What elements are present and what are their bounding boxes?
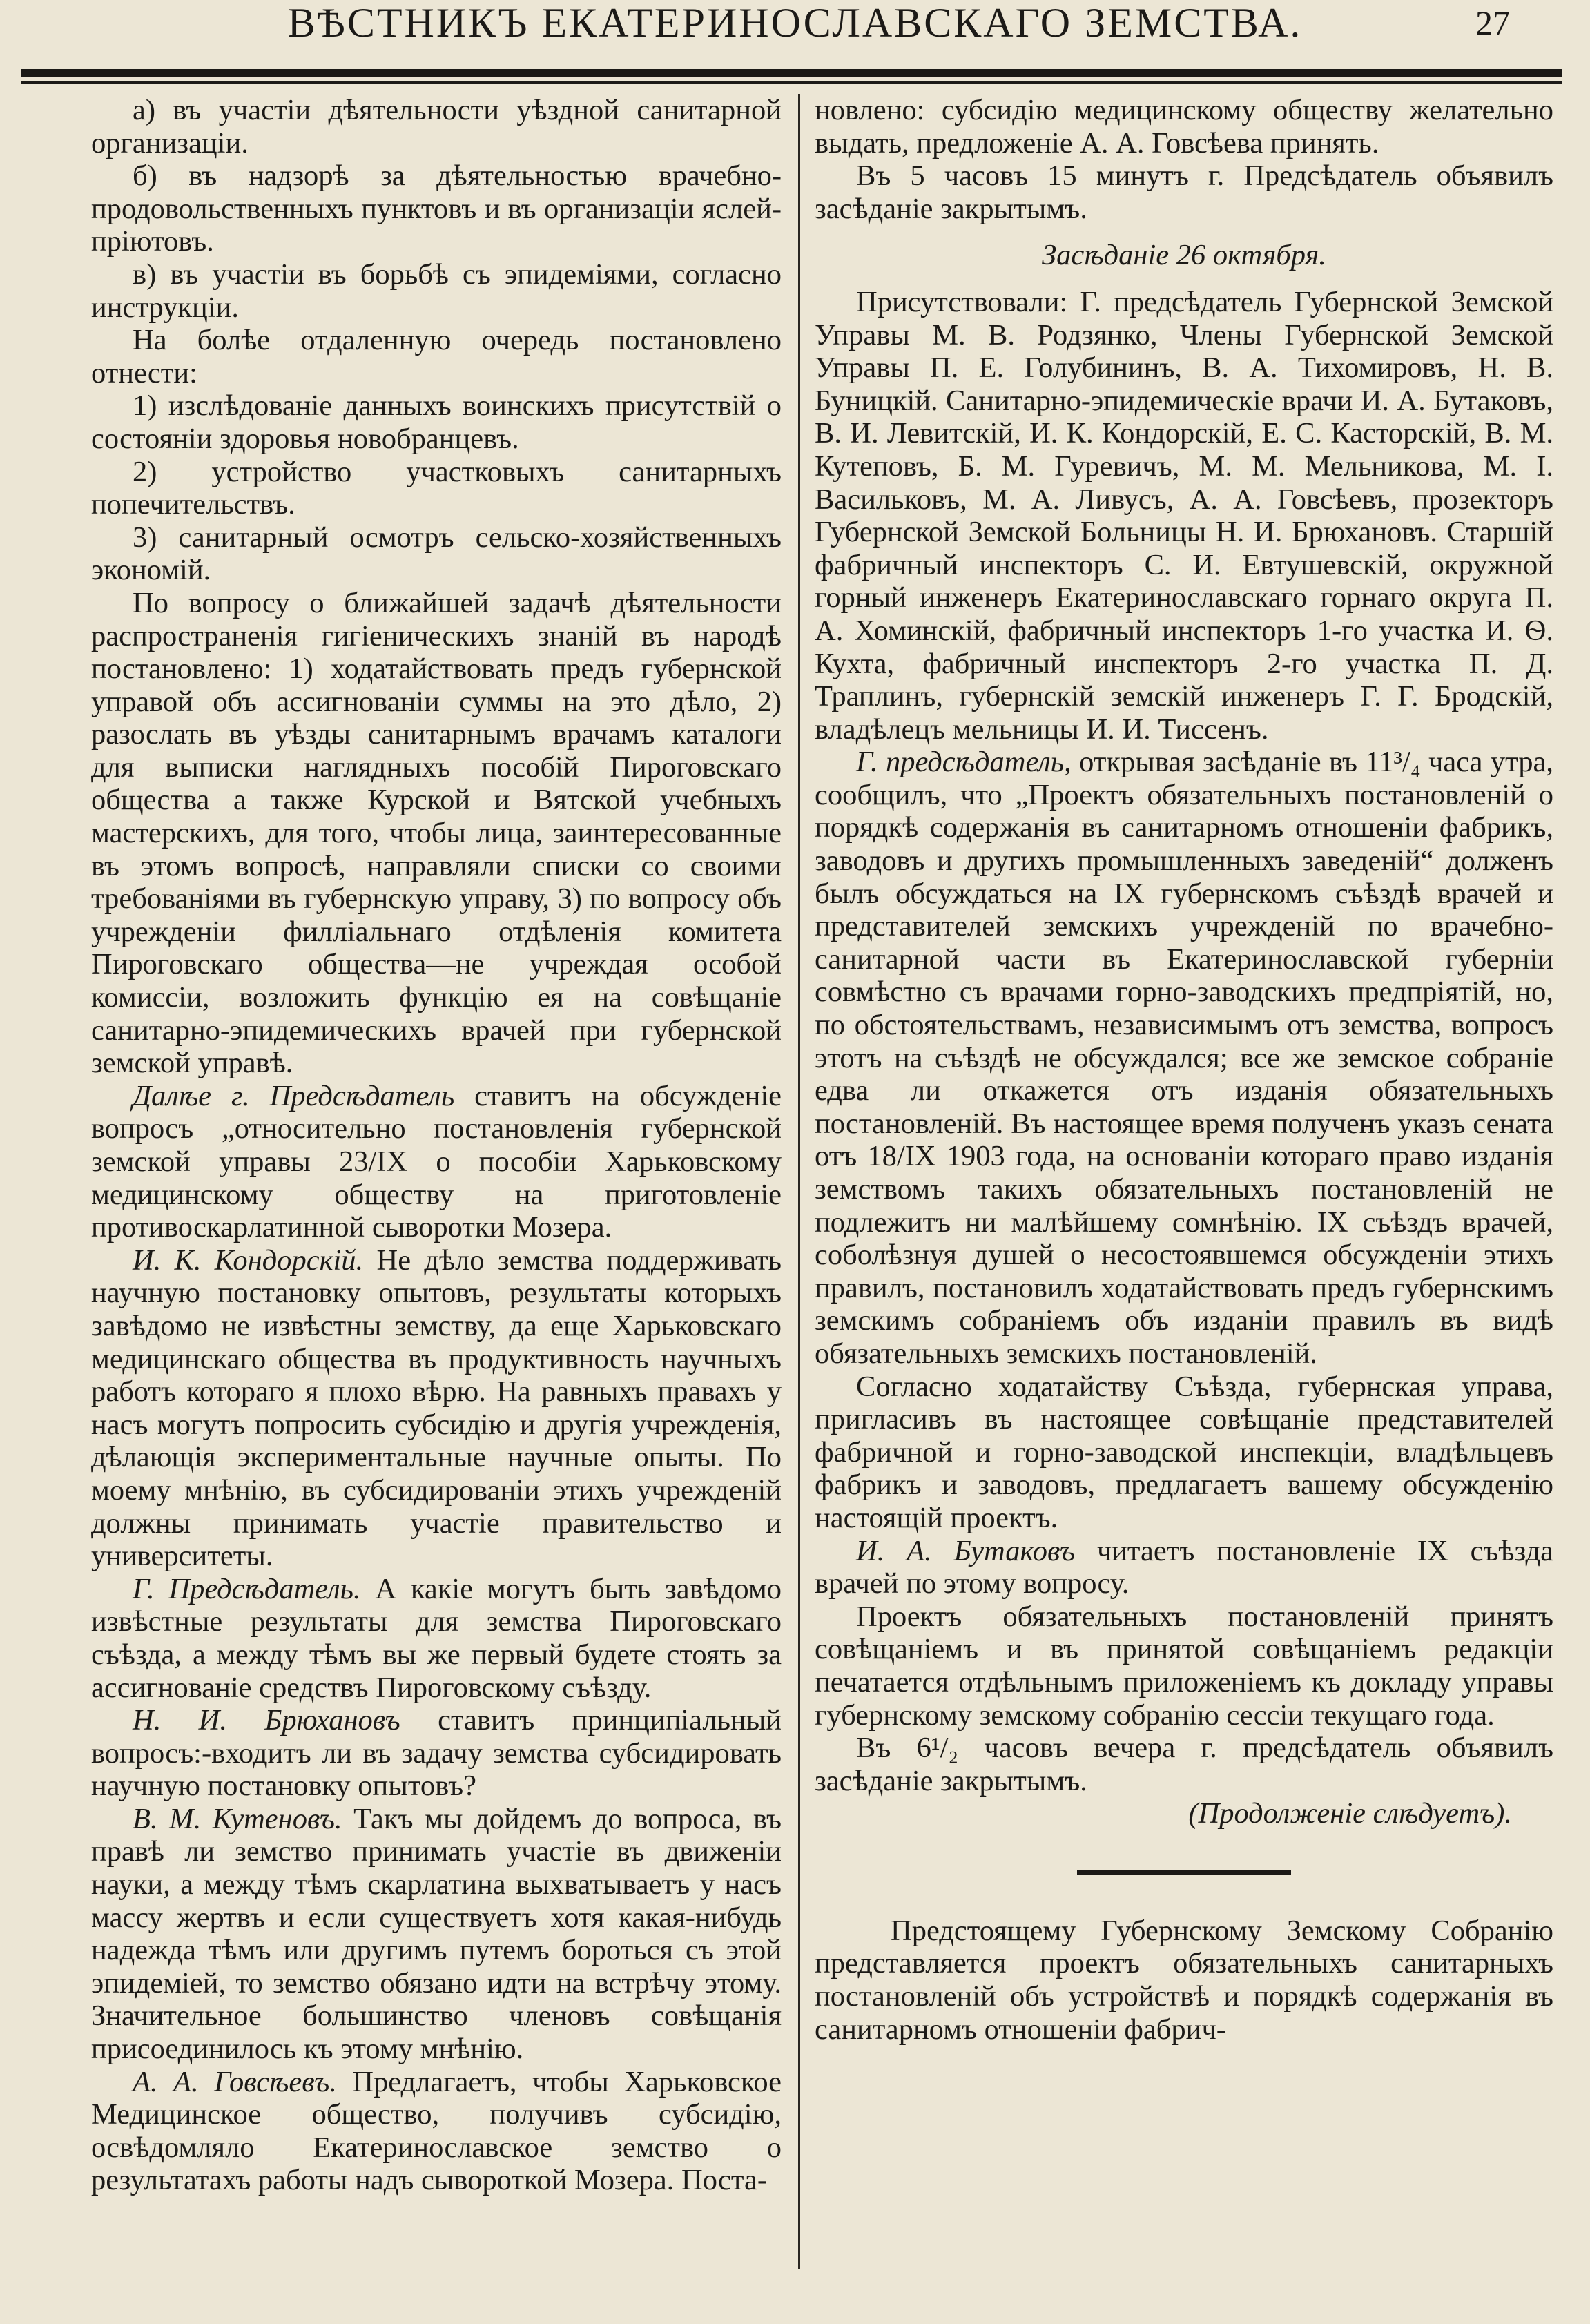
paragraph: Проектъ обязательныхъ постановленій принятъ совѣщаніемъ и въ принятой совѣщаніемъ редакціи печатается отдѣльнымъ приложеніемъ къ докладу управы губернскому земскому собранію сессіи текущаго года.	[815, 1600, 1553, 1732]
speaker-name: Г. предсѣдатель,	[856, 746, 1072, 779]
paragraph: 1) изслѣдованіе данныхъ воинскихъ присутствій о состояніи здоровья новобранцевъ.	[91, 389, 782, 455]
paragraph: На болѣе отдаленную очередь постановлено отнести:	[91, 324, 782, 389]
speech-paragraph	[91, 1080, 782, 1244]
paragraph: новлено: субсидію медицинскому обществу желательно выдать, предложеніе А. А. Говсѣева принять.	[815, 94, 1553, 159]
speech-paragraph	[815, 1535, 1553, 1600]
speaker-name: А. А. Говсѣевъ.	[133, 2065, 337, 2098]
continued-note: (Продолженіе слѣдуетъ).	[1188, 1797, 1512, 1830]
page-number: 27	[1475, 3, 1510, 42]
speech-text: Такъ мы дойдемъ до вопроса, въ правѣ ли земство принимать участіе въ движеніи науки, а между тѣмъ скарлатина выхватываетъ у насъ массу жертвъ и если существуетъ хотя какая-нибудь надежда тѣмъ или другимъ путемъ бороться съ этой эпидеміей, то земство обязано идти на встрѣчу этому. Значительное большинство членовъ совѣщанія присоединилось къ этому мнѣнію.	[91, 1802, 782, 2066]
speech-text: читаетъ постановленіе IX съѣзда врачей по этому вопросу.	[815, 1534, 1553, 1600]
paragraph: Въ 6¹/₂ часовъ вечера г. предсѣдатель объявилъ засѣданіе закрытымъ.	[815, 1732, 1553, 1797]
speaker-name: Г. Предсѣдатель.	[133, 1572, 361, 1605]
speech-text: А какіе могутъ быть завѣдомо извѣстные результаты для земства Пироговскаго съѣзда, а между тѣмъ вы же первый будете стоять за ассигнованіе средствъ Пироговскому съѣзду.	[91, 1572, 782, 1704]
speaker-name: Далѣе г. Предсѣдатель	[133, 1079, 455, 1112]
paragraph: в) въ участіи въ борьбѣ съ эпидеміями, согласно инструкціи.	[91, 258, 782, 324]
speech-paragraph	[815, 746, 1553, 1370]
paragraph: По вопросу о ближайшей задачѣ дѣятельности распространенія гигіеническихъ знаній въ народѣ постановлено: 1) ходатайствовать предъ губернской управой объ ассигнованіи суммы на это дѣло, 2) разослать въ уѣзды санитарнымъ врачамъ каталоги для выписки наглядныхъ пособій Пироговскаго общества а также Курской и Вятской учебныхъ мастерскихъ, для того, чтобы лица, заинтересованные въ этомъ вопросѣ, направляли списки со своими требованіями въ губернскую управу, 3) по вопросу объ учрежденіи филліальнаго отдѣленія комитета Пироговскаго общества—не учреждая особой комиссіи, возложить функцію ея на совѣщаніе санитарно-эпидемическихъ врачей при губернской земской управѣ.	[91, 586, 782, 1080]
paragraph: Въ 5 часовъ 15 минутъ г. Предсѣдатель объявилъ засѣданіе закрытымъ.	[815, 159, 1553, 225]
speech-text: Предлагаетъ, чтобы Харьковское Медицинское общество, получивъ субсидію, освѣдомляло Екатеринославское земство о результатахъ работы надъ сывороткой Мозера. Поста-	[91, 2065, 782, 2197]
attendance-paragraph: Присутствовали: Г. предсѣдатель Губернской Земской Управы М. В. Родзянко, Члены Губернской Земской Управы П. Е. Голубининъ, В. А. Тихомировъ, Н. В. Буницкій. Санитарно-эпидемическіе врачи И. А. Бутаковъ, В. И. Левитскій, И. К. Кондорскій, Е. С. Касторскій, В. М. Кутеповъ, Б. М. Гуревичъ, М. М. Мельникова, М. I. Васильковъ, М. А. Ливусъ, А. А. Говсѣевъ, прозекторъ Губернской Земской Больницы Н. И. Брюхановъ. Старшій фабричный инспекторъ С. И. Евтушевскій, окружной горный инженеръ Екатеринославскаго горнаго округа П. А. Хоминскій, фабричный инспекторъ 1-го участка И. Ѳ. Кухта, фабричный инспекторъ 2-го участка П. Д. Траплинъ, губернскій земскій инженеръ Г. Г. Бродскій, владѣлецъ мельницы И. И. Тиссенъ.	[815, 285, 1553, 746]
journal-title: ВѢСТНИКЪ ЕКАТЕРИНОСЛАВСКАГО ЗЕМСТВА.	[287, 0, 1303, 46]
paragraph: б) въ надзорѣ за дѣятельностью врачебно-продовольственныхъ пунктовъ и въ организаціи яслей-пріютовъ.	[91, 159, 782, 258]
header-rule-thin	[21, 81, 1562, 84]
speaker-name: И. К. Кондорскій.	[133, 1243, 364, 1277]
speaker-name: И. А. Бутаковъ	[856, 1534, 1075, 1567]
left-column	[91, 94, 782, 2303]
speech-paragraph	[91, 1573, 782, 1704]
paragraph: Предстоящему Губернскому Земскому Собранію представляется проектъ обязательныхъ санитарныхъ постановленій объ устройствѣ и порядкѣ содержанія въ санитарномъ отношеніи фабрич-	[815, 1914, 1553, 2046]
session-heading: Засѣданіе 26 октября.	[1042, 239, 1326, 272]
paragraph: а) въ участіи дѣятельности уѣздной санитарной организаціи.	[91, 94, 782, 159]
speech-paragraph	[91, 1244, 782, 1573]
speech-text: ставитъ на обсужденіе вопросъ „относительно постановленія губернской земской управы 23/IX о пособіи Харьковскому медицинскому обществу на приготовленіе противоскарлатинной сыворотки Мозера.	[91, 1079, 782, 1244]
speech-paragraph	[91, 2066, 782, 2197]
right-column	[815, 94, 1553, 2303]
paragraph: Согласно ходатайству Съѣзда, губернская управа, пригласивъ въ настоящее совѣщаніе представителей фабричной и горно-заводской инспекціи, владѣльцевъ фабрикъ и заводовъ, предлагаетъ вашему обсужденію настоящій проектъ.	[815, 1370, 1553, 1534]
column-divider	[798, 94, 800, 2269]
speech-text: открывая засѣданіе въ 11³/₄ часа утра, сообщилъ, что „Проектъ обязательныхъ постановленій о порядкѣ содержанія въ санитарномъ отношеніи фабрикъ, заводовъ и другихъ промышленныхъ заведеній“ долженъ былъ обсуждаться на IX губернскомъ съѣздѣ врачей и представителей земскихъ учрежденій по врачебно-санитарной части въ Екатеринославской губерніи совмѣстно съ врачами горно-заводскихъ предпріятій, но, по обстоятельствамъ, независимымъ отъ земства, вопросъ этотъ на съѣздѣ не обсуждался; все же земское собраніе едва ли откажется отъ изданія обязательныхъ постановленій. Въ настоящее время полученъ указъ сената отъ 18/IX 1903 года, на основаніи котораго право изданія земствомъ такихъ обязательныхъ постановленій не подлежитъ ни малѣйшему сомнѣнію. IX съѣздъ врачей, соболѣзнуя душей о несостоявшемся обсужденіи этихъ правилъ, постановилъ ходатайствовать предъ губернскимъ земскимъ собраніемъ объ изданіи правилъ въ видѣ обязательныхъ земскихъ постановленій.	[815, 746, 1553, 1370]
speech-text: ставитъ принципіальный вопросъ:-входитъ ли въ задачу земства субсидировать научную постановку опытовъ?	[91, 1704, 782, 1803]
speaker-name: В. М. Кутеновъ.	[133, 1802, 342, 1835]
section-divider	[1077, 1870, 1291, 1875]
speaker-name: Н. И. Брюхановъ	[133, 1704, 400, 1737]
speech-paragraph	[91, 1704, 782, 1803]
speech-text: Не дѣло земства поддерживать научную постановку опытовъ, результаты которыхъ завѣдомо не извѣстны земству, да еще Харьковскаго медицинскаго общества въ продуктивность научныхъ работъ котораго я плохо вѣрю. На равныхъ правахъ у насъ могутъ попросить субсидію и другія учрежденія, дѣлающія экспериментальные научные опыты. По моему мнѣнію, въ субсидированіи этихъ учрежденій должны принимать участіе правительство и университеты.	[91, 1243, 782, 1573]
speech-paragraph	[91, 1803, 782, 2066]
page-header	[0, 0, 1590, 72]
paragraph: 3) санитарный осмотръ сельско-хозяйственныхъ экономій.	[91, 521, 782, 587]
paragraph: 2) устройство участковыхъ санитарныхъ попечительствъ.	[91, 455, 782, 521]
header-rule-thick	[21, 69, 1562, 77]
